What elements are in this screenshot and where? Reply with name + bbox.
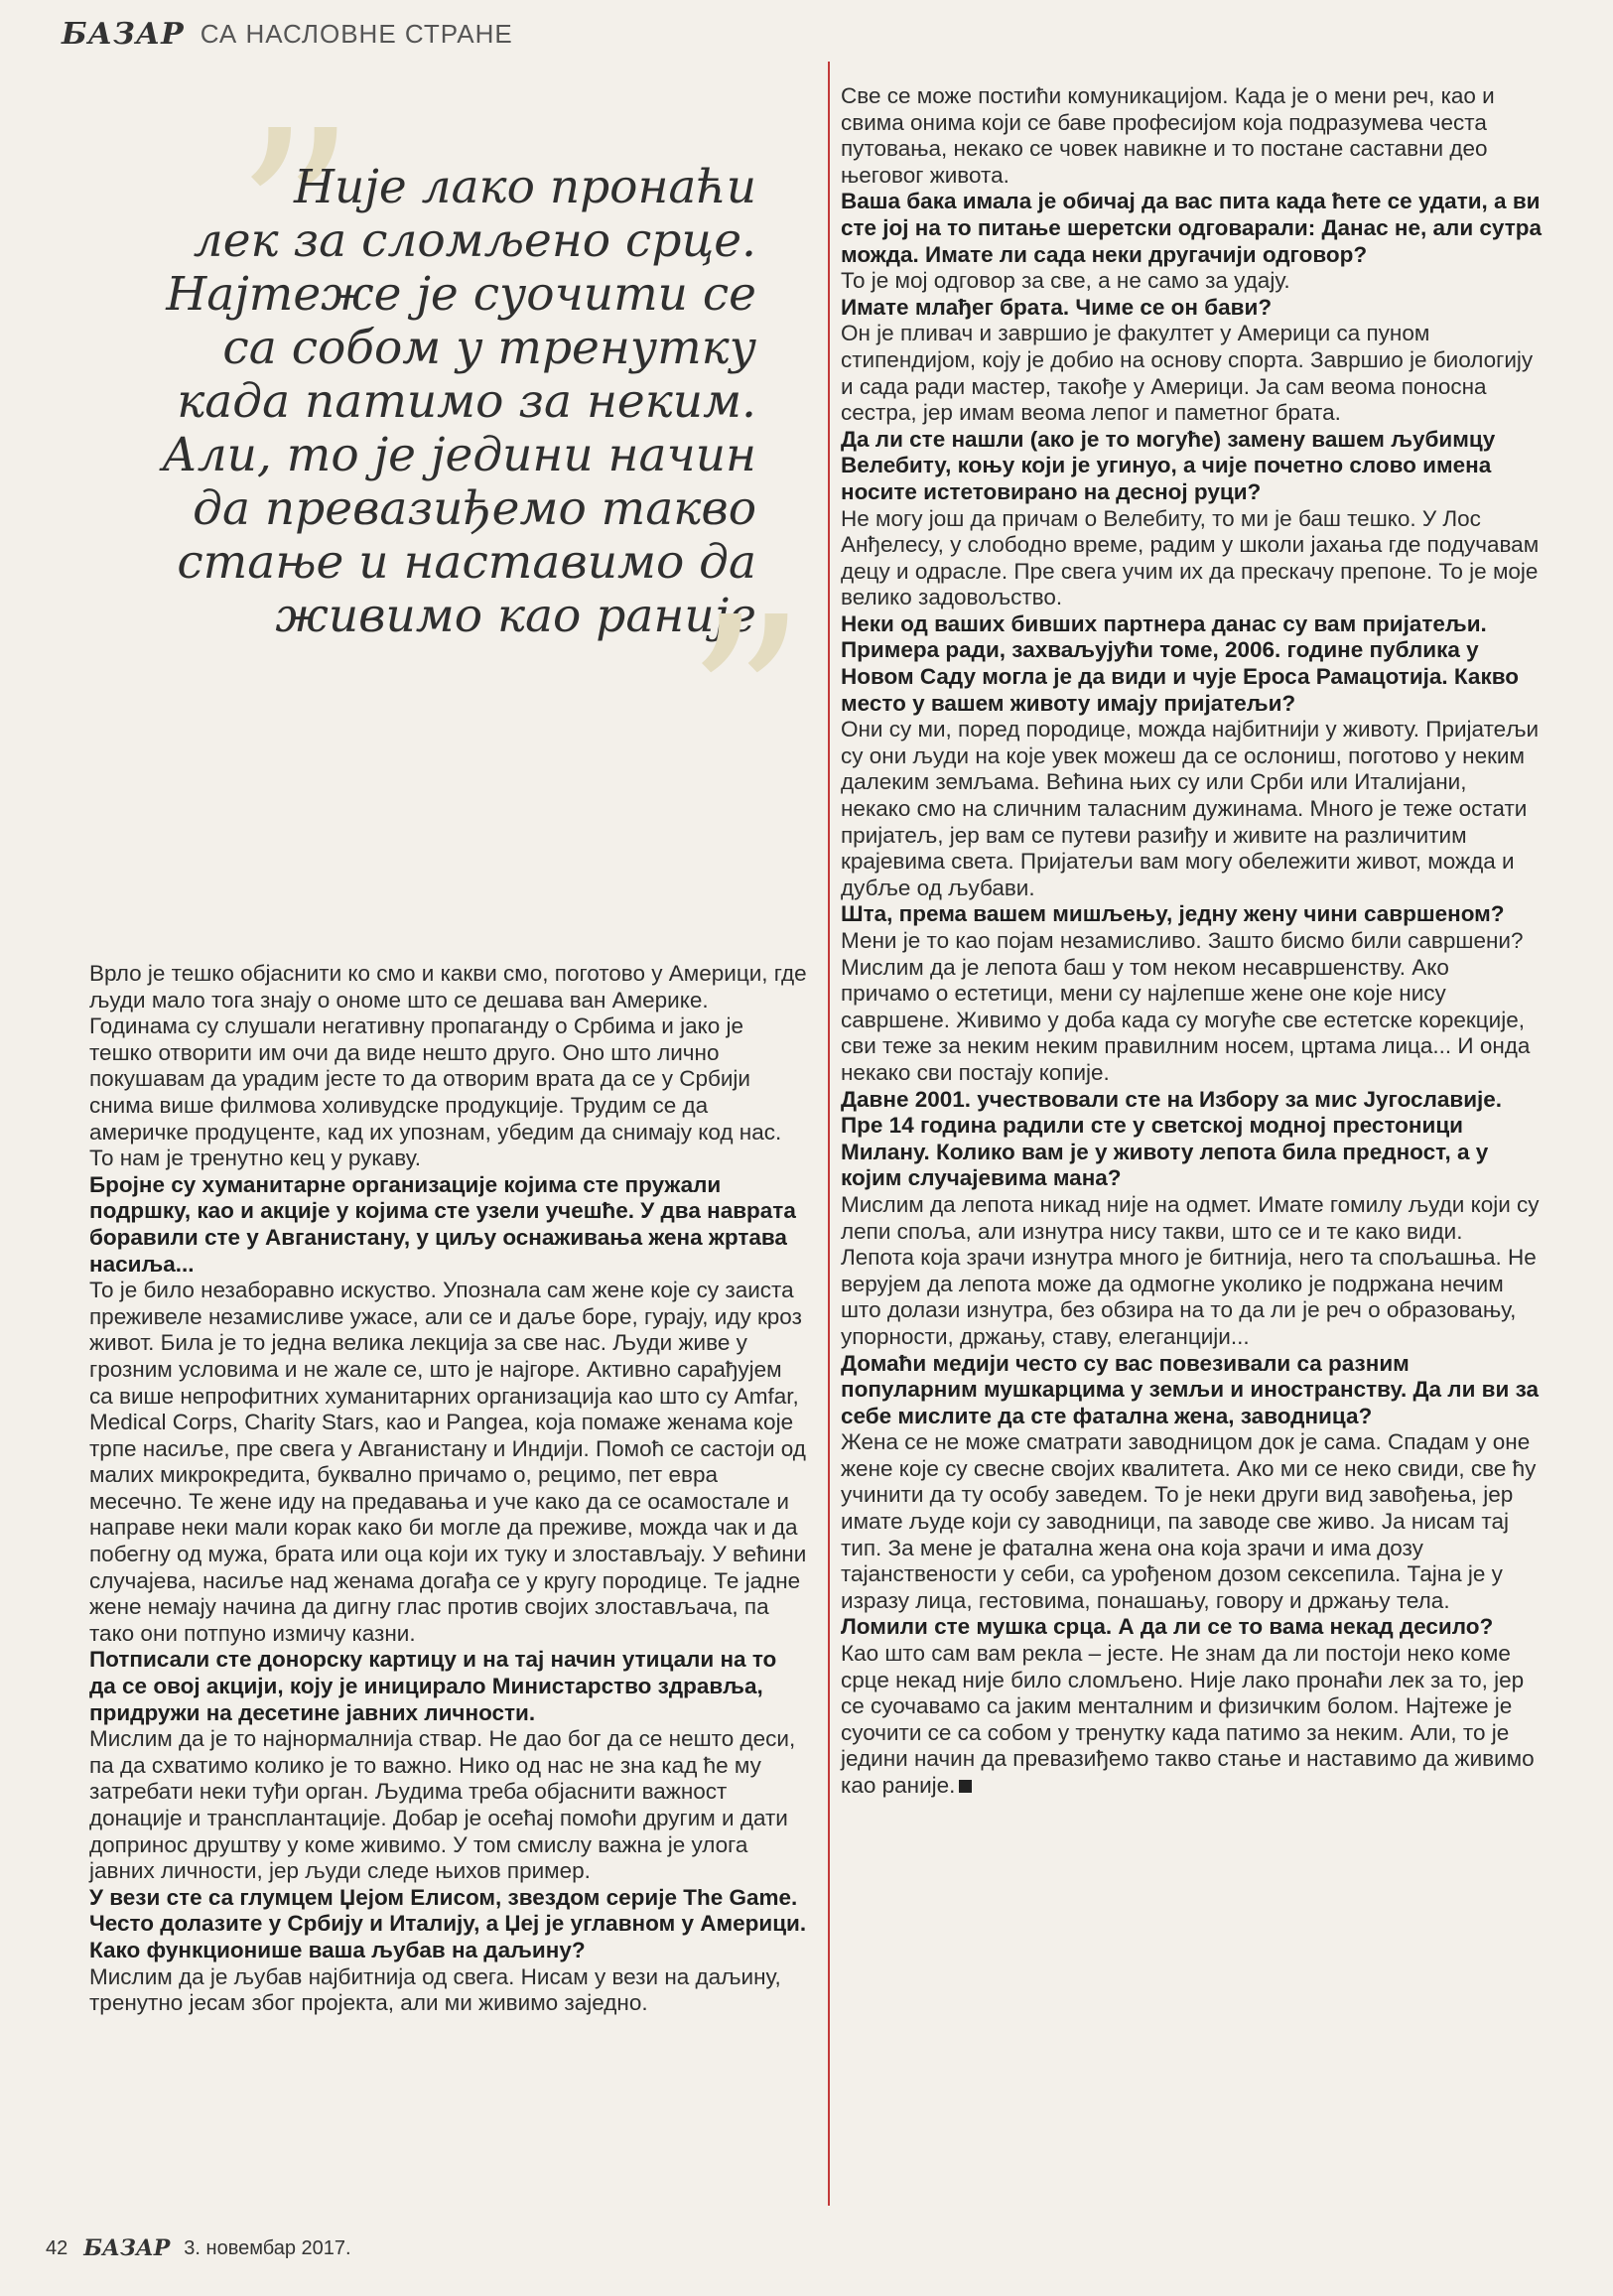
- question-paragraph: Бројне су хуманитарне организације којима сте пружали подршку, као и акције у којима сте узели учешће. У два наврата боравили сте у Авганистану, у циљу оснаживања жена жртава насиља...: [89, 1171, 796, 1277]
- question-paragraph: У вези сте са глумцем Џејом Елисом, звездом серије The Game. Често долазите у Србију и Италију, а Џеј је углавном у Америци. Како функционише ваша љубав на даљину?: [89, 1884, 807, 1962]
- question-paragraph: Ваша бака имала је обичај да вас пита када ћете се удати, а ви сте јој на то питање шеретски одговарали: Данас не, али сутра можда. Имате ли сада неки другачији одговор?: [841, 189, 1542, 267]
- answer-paragraph: Жена се не може сматрати заводницом док је сама. Спадам у оне жене које су свесне својих квалитета. Ако ми се неко свиди, све ћу учинити да ту особу заведем. То је неки други вид завођења, јер имате људе који су заводници, па заводе све живо. Ја нисам тај тип. За мене је фатална жена она која зрачи и има дозу тајанствености у себи, са урођеном дозом сексепила. Тајна је у изразу лица, гестовима, понашању, говору и држању тела.: [841, 1429, 1537, 1613]
- question-paragraph: Потписали сте донорску картицу и на тај начин утицали на то да се овој акцији, коју је иницирало Министарство здравља, придружи на десетине јавних личности.: [89, 1647, 777, 1725]
- quote-close-mark: ”: [685, 566, 807, 844]
- pull-quote-line: живимо као раније: [275, 589, 756, 643]
- page-number: 42: [46, 2236, 68, 2259]
- answer-paragraph: Врло је тешко објаснити ко смо и какви смо, поготово у Америци, где људи мало тога знају о ономе што се дешава ван Америке. Годинама су слушали негативну пропаганду о Србима и јако је тешко отворити им очи да виде нешто друго. Оно што лично покушавам да урадим јесте то да отворим врата да се у Србији снима више филмова холивудске продукције. Трудим се да америчке продуценте, кад их упознам, убедим да снимају код нас. То нам је тренутно кец у рукаву.: [89, 961, 807, 1171]
- pull-quote-line: да превазиђемо такво: [193, 481, 756, 536]
- answer-paragraph: То је мој одговор за све, а не само за удају.: [841, 268, 1290, 294]
- question-paragraph: Давне 2001. учествовали сте на Избору за мис Југославије. Пре 14 година радили сте у светској модној престоници Милану. Колико вам је у животу лепота била предност, а у којим случајевима мана?: [841, 1086, 1503, 1191]
- pull-quote-line: Али, то је једини начин: [162, 428, 756, 482]
- pull-quote-line: са собом у тренутку: [222, 321, 756, 375]
- answer-paragraph: Све се може постићи комуникацијом. Када је о мени реч, као и свима онима који се баве професијом која подразумева честа путовања, некако се човек навикне и то постане саставни део његовог живота.: [841, 83, 1495, 188]
- pull-quote-line: Није лако пронаћи: [293, 160, 756, 214]
- question-paragraph: Имате млађег брата. Чиме се он бави?: [841, 294, 1273, 320]
- question-paragraph: Ломили сте мушка срца. А да ли се то вама некад десило?: [841, 1614, 1494, 1640]
- article-column-left: [89, 961, 809, 2017]
- answer-paragraph: Мислим да је то најнормалнија ствар. Не дао бог да се нешто деси, па да схватимо колико је то важно. Нико од нас не зна кад ће му затребати неки туђи орган. Људима треба објаснити важност донације и трансплантације. Добар је осећај помоћи другим и дати допринос друштву у коме живимо. У том смислу важна је улога јавних личности, јер људи следе њихов пример.: [89, 1726, 796, 1884]
- pull-quote: [149, 161, 756, 643]
- question-paragraph: Неки од ваших бивших партнера данас су вам пријатељи. Примера ради, захваљујући томе, 2006. године публика у Новом Саду могла је да види и чује Ероса Рамацотија. Какво место у вашем животу имају пријатељи?: [841, 610, 1519, 716]
- answer-paragraph: Он је пливач и завршио је факултет у Америци са пуном стипендијом, коју је добио на основу спорта. Завршио је биологију и сада ради мастер, такође у Америци. Ја сам веома поносна сестра, јер имам веома лепог и паметног брата.: [841, 321, 1534, 426]
- answer-paragraph: Мислим да је љубав најбитнија од свега. Нисам у вези на даљину, тренутно јесам због пројекта, али ми живимо заједно.: [89, 1963, 781, 2016]
- pull-quote-line: када патимо за неким.: [177, 374, 756, 429]
- page-header: [62, 14, 513, 54]
- article-column-right: [841, 83, 1542, 1800]
- final-answer-text: Као што сам вам рекла – јесте. Не знам да ли постоји неко коме срце некад није било сломљено. Није лако пронаћи лек за то, јер се суочавамо са јаким менталним и физичким болом. Најтеже је суочити се са собом у тренутку када патимо за неким. Али, то је једини начин да превазиђемо такво стање и наставимо да живимо као раније.: [841, 1641, 1535, 1798]
- question-paragraph: Домаћи медији често су вас повезивали са разним популарним мушкарцима у земљи и иностранству. Да ли ви за себе мислите да сте фатална жена, заводница?: [841, 1350, 1539, 1428]
- magazine-logo: БАЗАР: [62, 16, 185, 52]
- answer-paragraph: Они су ми, поред породице, можда најбитнији у животу. Пријатељи су они људи на које увек можеш да се ослониш, поготово у неким далеким земљама. Већина њих су или Срби или Италијани, некако смо на сличним таласним дужинама. Много је теже остати пријатељ, јер вам се путеви разиђу и живите на различитим крајевима света. Пријатељи вам могу обележити живот, можда и дубље од љубави.: [841, 717, 1540, 900]
- question-paragraph: Да ли сте нашли (ако је то могуће) замену вашем љубимцу Велебиту, коњу који је угинуо, а чије почетно слово имена носите истетовирано на десној руци?: [841, 426, 1496, 504]
- section-title: СА НАСЛОВНЕ СТРАНЕ: [200, 18, 513, 49]
- issue-date: 3. новембар 2017.: [184, 2236, 351, 2259]
- footer-logo: БАЗАР: [83, 2235, 171, 2261]
- answer-paragraph: Мени је то као појам незамисливо. Зашто бисмо били савршени? Мислим да је лепота баш у том неком несавршенству. Ако причамо о естетици, мени су најлепше жене оне које нису савршене. Живимо у доба када су могуће све естетске корекције, сви теже за неким неким правилним носем, цртама лица... И онда некако сви постају копије.: [841, 928, 1531, 1085]
- quote-open-mark: ”: [234, 79, 356, 357]
- answer-paragraph: Не могу још да причам о Велебиту, то ми је баш тешко. У Лос Анђелесу, у слободно време, радим у школи јахања где подучавам децу и одрасле. Пре свега учим их да прескачу препоне. То је моје велико задовољство.: [841, 505, 1540, 610]
- pull-quote-line: лек за сломљено срце.: [193, 213, 756, 268]
- answer-paragraph: Мислим да лепота никад није на одмет. Имате гомилу људи који су лепи споља, али изнутра нису такви, што се и те како види. Лепота која зрачи изнутра много је битнија, него та спољашња. Не верујем да лепота може да одмогне уколико је подржана нечим што долази изнутра, без обзира на то да ли је реч о образовању, упорности, држању, ставу, елеганцији...: [841, 1191, 1540, 1349]
- pull-quote-line: стање и наставимо да: [177, 535, 756, 590]
- page-footer: [46, 2235, 351, 2261]
- question-paragraph: Шта, према вашем мишљењу, једну жену чини савршеном?: [841, 901, 1505, 927]
- answer-paragraph: То је било незаборавно искуство. Упознала сам жене које су заиста преживеле незамисливе ужасе, али се и даље боре, гурају, иду кроз живот. Била је то једна велика лекција за све нас. Људи живе у грозним условима и не жале се, што је најгоре. Активно сарађујем са више непрофитних хуманитарних организација као што су Amfar, Medical Corps, Charity Stars, као и Pangea, која помаже женама које трпе насиље, пре свега у Авганистану и Индији. Помоћ се састоји од малих микрокредита, буквално причамо о, рецимо, пет евра месечно. Те жене иду на предавања и уче како да се осамостале и направе неки мали корак како би могле да преживе, можда чак и да побегну од мужа, брата или оца који их туку и злостављају. У већини случајева, насиље над женама догађа се у кругу породице. Те јадне жене немају начина да дигну глас против својих злостављача, па тако они потпуно измичу казни.: [89, 1278, 807, 1646]
- pull-quote-line: Најтеже је суочити се: [166, 267, 756, 322]
- end-of-article-mark: [959, 1780, 972, 1793]
- answer-paragraph: [841, 1641, 1542, 1800]
- column-divider: [828, 62, 830, 2206]
